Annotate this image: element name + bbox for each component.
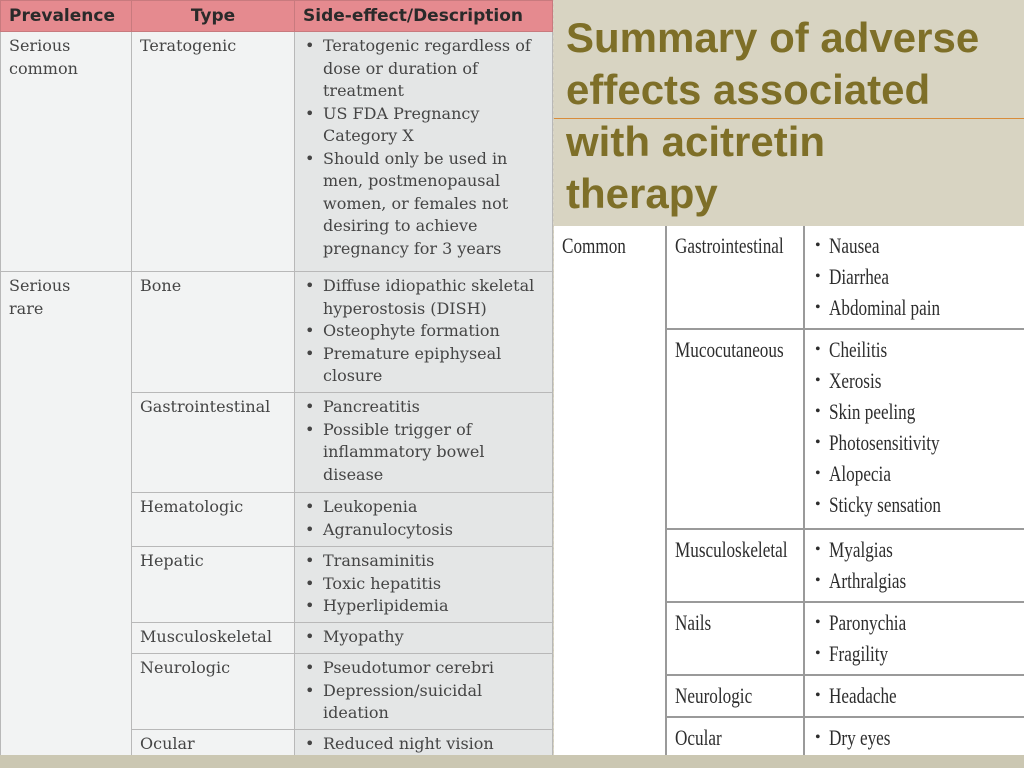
title-line: with acitretin: [566, 118, 826, 165]
bullet-list: [299, 35, 546, 260]
type-label: Ocular: [675, 725, 722, 750]
type-cell: Hepatic: [132, 547, 295, 623]
list-item-text: Myalgias: [829, 537, 893, 562]
list-item: [813, 292, 1018, 323]
list-item: [813, 607, 1018, 638]
type-cell: [666, 602, 804, 675]
title-line: Summary of adverse: [566, 14, 980, 61]
list-item: • Reduced night vision: [299, 733, 546, 756]
list-item: • Myopathy: [299, 626, 546, 649]
bullet-list: [299, 396, 546, 486]
type-cell: Ocular: [132, 730, 295, 757]
list-item: • Agranulocytosis: [299, 519, 546, 542]
type-cell: Teratogenic: [132, 32, 295, 272]
header-type: Type: [132, 1, 295, 32]
list-item: [813, 565, 1018, 596]
description-cell: [295, 623, 553, 654]
list-item: • Diffuse idiopathic skeletal hyperostosis (DISH): [299, 275, 546, 320]
list-item-text: Paronychia: [829, 610, 907, 635]
list-item-text: Alopecia: [829, 461, 891, 486]
list-item-text: Skin peeling: [829, 399, 916, 424]
title-line: effects associated: [566, 66, 931, 113]
bullet-list: [299, 550, 546, 618]
list-item: • Toxic hepatitis: [299, 573, 546, 596]
list-item: • Teratogenic regardless of dose or duration of treatment: [299, 35, 546, 103]
list-item-text: Cheilitis: [829, 337, 888, 362]
type-cell: [666, 226, 804, 329]
list-item-text: Xerosis: [829, 368, 882, 393]
bullet-list: [813, 534, 1018, 596]
list-item-text: Arthralgias: [829, 568, 907, 593]
prevalence-cell: [554, 226, 666, 755]
list-item: • Pancreatitis: [299, 396, 546, 419]
bullet-list: [813, 722, 1018, 753]
header-prevalence: Prevalence: [1, 1, 132, 32]
bullet-list: [299, 496, 546, 541]
description-cell: [804, 717, 1024, 755]
type-cell: Hematologic: [132, 493, 295, 547]
bullet-list: [299, 626, 546, 649]
type-cell: Bone: [132, 272, 295, 393]
adverse-effects-table-common: [554, 226, 1024, 755]
list-item: [813, 365, 1018, 396]
list-item: [813, 534, 1018, 565]
list-item: [813, 396, 1018, 427]
list-item-text: Photosensitivity: [829, 430, 940, 455]
list-item-text: Headache: [829, 683, 897, 708]
bullet-list: [299, 657, 546, 725]
list-item: • Pseudotumor cerebri: [299, 657, 546, 680]
description-cell: [804, 226, 1024, 329]
list-item: [813, 680, 1018, 711]
list-item: [813, 722, 1018, 753]
table-row: [1, 272, 553, 393]
bullet-list: [299, 733, 546, 756]
list-item: [813, 489, 1018, 520]
list-item: [813, 261, 1018, 292]
list-item: [813, 230, 1018, 261]
type-cell: [666, 717, 804, 755]
description-cell: [295, 493, 553, 547]
type-cell: [666, 529, 804, 602]
table-header-row: [1, 1, 553, 32]
type-cell: [666, 675, 804, 717]
prevalence-label: Serious: [9, 36, 71, 55]
type-label: Gastrointestinal: [675, 233, 784, 258]
prevalence-label: Serious: [9, 276, 71, 295]
bullet-list: [813, 230, 1018, 323]
list-item: • Should only be used in men, postmenopausal women, or females not desiring to achieve pregnancy for 3 years: [299, 148, 546, 261]
list-item: • Osteophyte formation: [299, 320, 546, 343]
prevalence-cell: [1, 272, 132, 757]
table-row: [554, 226, 1024, 329]
list-item: [813, 334, 1018, 365]
description-cell: [804, 675, 1024, 717]
list-item: • Depression/suicidal ideation: [299, 680, 546, 725]
slide-title: [566, 12, 979, 220]
list-item-text: Diarrhea: [829, 264, 890, 289]
title-area: [554, 0, 1024, 226]
title-line: therapy: [566, 170, 718, 217]
type-cell: Musculoskeletal: [132, 623, 295, 654]
list-item: • Transaminitis: [299, 550, 546, 573]
prevalence-label: Common: [562, 233, 626, 258]
description-cell: [295, 393, 553, 493]
description-cell: [804, 329, 1024, 529]
description-cell: [295, 547, 553, 623]
bullet-list: [813, 607, 1018, 669]
bullet-list: [813, 680, 1018, 711]
list-item-text: Abdominal pain: [829, 295, 941, 320]
description-cell: [295, 272, 553, 393]
table-row: [1, 32, 553, 272]
slide-bottom-strip: [0, 755, 1024, 768]
list-item: [813, 458, 1018, 489]
prevalence-label: rare: [9, 298, 44, 318]
type-cell: [666, 329, 804, 529]
description-cell: [295, 730, 553, 757]
description-cell: [804, 602, 1024, 675]
list-item: [813, 427, 1018, 458]
list-item-text: Sticky sensation: [829, 492, 942, 517]
type-label: Musculoskeletal: [675, 537, 788, 562]
type-cell: Neurologic: [132, 654, 295, 730]
type-label: Mucocutaneous: [675, 337, 784, 362]
list-item-text: Dry eyes: [829, 725, 891, 750]
type-label: Nails: [675, 610, 712, 635]
list-item: [813, 638, 1018, 669]
prevalence-cell: [1, 32, 132, 272]
list-item: • Possible trigger of inflammatory bowel disease: [299, 419, 546, 487]
description-cell: [295, 654, 553, 730]
list-item-text: Nausea: [829, 233, 880, 258]
header-description: Side-effect/Description: [295, 1, 553, 32]
type-cell: Gastrointestinal: [132, 393, 295, 493]
bullet-list: [813, 334, 1018, 520]
list-item: • US FDA Pregnancy Category X: [299, 103, 546, 148]
type-label: Neurologic: [675, 683, 753, 708]
list-item: • Hyperlipidemia: [299, 595, 546, 618]
description-cell: [295, 32, 553, 272]
list-item: • Premature epiphyseal closure: [299, 343, 546, 388]
bullet-list: [299, 275, 546, 388]
description-cell: [804, 529, 1024, 602]
prevalence-label: common: [9, 58, 78, 78]
list-item-text: Fragility: [829, 641, 889, 666]
list-item: • Leukopenia: [299, 496, 546, 519]
